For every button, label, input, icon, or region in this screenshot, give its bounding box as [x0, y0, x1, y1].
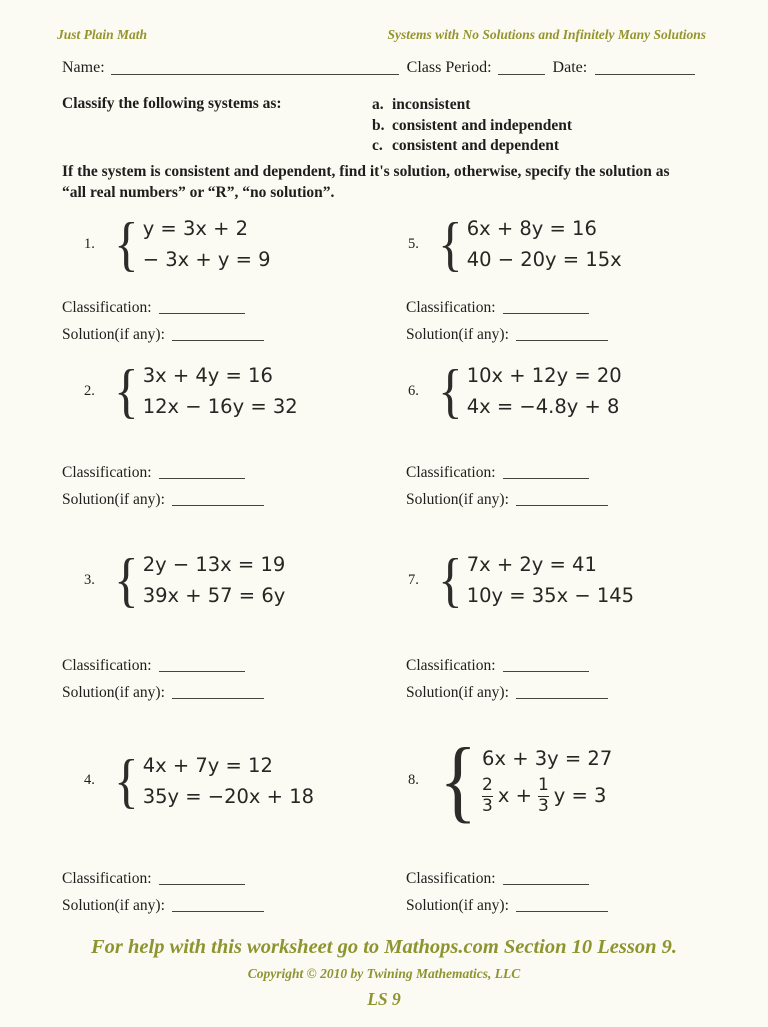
name-blank-line — [111, 60, 399, 75]
option-c — [372, 136, 572, 157]
date-blank-line — [595, 60, 695, 75]
system-brace: { — [438, 211, 463, 277]
classification-line — [406, 648, 608, 675]
solution-line — [406, 317, 608, 344]
classification-label: Classification: — [62, 870, 152, 887]
solution-label: Solution(if any): — [62, 491, 165, 508]
classification-label: Classification: — [62, 657, 152, 674]
option-a-text: inconsistent — [392, 96, 471, 113]
problem-7 — [408, 549, 634, 611]
solution-line — [62, 317, 264, 344]
footer-copyright: Copyright © 2010 by Twining Mathematics, LLC — [247, 966, 521, 981]
solution-label: Solution(if any): — [406, 684, 509, 701]
option-b-letter: b. — [372, 116, 385, 134]
solution-line — [406, 888, 608, 915]
problem-2 — [84, 360, 298, 422]
option-c-text: consistent and dependent — [392, 137, 560, 154]
problem-8-equations — [482, 743, 612, 818]
solution-blank-line — [172, 326, 264, 341]
problem-1 — [84, 213, 271, 275]
equation: 4x = −4.8y + 8 — [466, 395, 620, 418]
problem-2-answers — [62, 455, 264, 509]
fraction-denominator: 3 — [482, 795, 493, 816]
problem-3 — [84, 549, 285, 611]
equation: y = 3x + 2 — [142, 217, 249, 240]
problem-7-equations — [467, 549, 634, 611]
classification-line — [62, 455, 264, 482]
problem-5-answers — [406, 290, 608, 344]
solution-blank-line — [516, 897, 608, 912]
equation: − 3x + y = 9 — [142, 248, 271, 271]
fraction-denominator: 3 — [537, 795, 549, 816]
classification-blank-line — [159, 464, 245, 479]
problem-6 — [408, 360, 622, 422]
worksheet-title: Systems with No Solutions and Infinitely Many Solutions — [387, 27, 706, 42]
problem-1-number: 1. — [84, 235, 95, 252]
solution-line — [62, 482, 264, 509]
equation-with-fractions — [482, 774, 612, 818]
solution-note — [62, 162, 718, 203]
problem-4-equations — [143, 750, 314, 812]
problem-6-equations — [467, 360, 622, 422]
solution-blank-line — [516, 491, 608, 506]
problem-row-4 — [0, 729, 768, 832]
solution-blank-line — [172, 491, 264, 506]
equation: 10y = 35x − 145 — [466, 584, 635, 607]
solution-blank-line — [516, 326, 608, 341]
classification-blank-line — [503, 299, 589, 314]
classification-line — [62, 861, 264, 888]
problem-3-equations — [143, 549, 286, 611]
classify-instructions — [62, 95, 706, 157]
system-brace: { — [438, 358, 463, 424]
classification-label: Classification: — [406, 464, 496, 481]
problem-7-number: 7. — [408, 571, 419, 588]
solution-label: Solution(if any): — [62, 684, 165, 701]
problem-2-number: 2. — [84, 382, 95, 399]
problem-4 — [84, 733, 314, 828]
equation-tail: y = 3 — [553, 784, 607, 807]
problem-5-equations — [467, 213, 622, 275]
classification-label: Classification: — [406, 657, 496, 674]
classification-line — [62, 648, 264, 675]
classification-label: Classification: — [62, 299, 152, 316]
problem-8 — [408, 729, 613, 832]
problem-3-number: 3. — [84, 571, 95, 588]
problem-1-answers — [62, 290, 264, 344]
solution-line — [62, 888, 264, 915]
page-header — [57, 27, 706, 43]
system-brace: { — [438, 547, 463, 613]
solution-label: Solution(if any): — [62, 897, 165, 914]
classification-line — [406, 455, 608, 482]
fraction — [538, 776, 549, 815]
problem-1-equations — [143, 213, 271, 275]
classify-options — [372, 95, 572, 157]
solution-blank-line — [172, 897, 264, 912]
problem-8-answers — [406, 861, 608, 915]
classification-label: Classification: — [406, 299, 496, 316]
classification-blank-line — [503, 464, 589, 479]
equation: 35y = −20x + 18 — [142, 784, 315, 808]
equation: 12x − 16y = 32 — [142, 395, 298, 418]
problem-row-2 — [0, 360, 768, 426]
option-b-text: consistent and independent — [392, 116, 573, 134]
equation: 3x + 4y = 16 — [142, 364, 273, 387]
problem-2-equations — [143, 360, 298, 422]
equation: 2y − 13x = 19 — [142, 553, 286, 576]
class-period-label: Class Period: — [406, 59, 492, 76]
solution-label: Solution(if any): — [406, 326, 509, 343]
option-b — [372, 116, 572, 137]
student-info-row — [62, 59, 706, 77]
problem-5-number: 5. — [408, 235, 419, 252]
system-brace: { — [439, 729, 477, 832]
equation: 6x + 3y = 27 — [482, 747, 613, 770]
solution-line — [406, 482, 608, 509]
fraction-numerator: 2 — [482, 775, 493, 796]
solution-line — [406, 675, 608, 702]
system-brace: { — [114, 547, 139, 613]
name-label: Name: — [62, 59, 105, 76]
classification-line — [406, 290, 608, 317]
solution-label: Solution(if any): — [406, 491, 509, 508]
classification-blank-line — [503, 657, 589, 672]
classification-line — [406, 861, 608, 888]
fraction — [482, 776, 493, 815]
classification-label: Classification: — [62, 464, 152, 481]
equation-middle: x + — [497, 784, 532, 807]
problem-4-number: 4. — [84, 772, 95, 788]
equation: 40 − 20y = 15x — [466, 248, 622, 271]
problem-8-number: 8. — [408, 772, 419, 788]
problem-7-answers — [406, 648, 608, 702]
system-brace: { — [114, 358, 139, 424]
equation: 10x + 12y = 20 — [466, 364, 622, 387]
classification-line — [62, 290, 264, 317]
brand-text: Just Plain Math — [57, 27, 148, 42]
solution-label: Solution(if any): — [406, 897, 509, 914]
solution-blank-line — [516, 684, 608, 699]
equation: 6x + 8y = 16 — [466, 217, 597, 240]
problem-4-answers — [62, 861, 264, 915]
classification-blank-line — [159, 299, 245, 314]
option-c-letter: c. — [372, 137, 383, 154]
problem-6-number: 6. — [408, 382, 419, 399]
problem-5 — [408, 213, 622, 275]
equation: 39x + 57 = 6y — [142, 584, 286, 607]
solution-line — [62, 675, 264, 702]
fraction-numerator: 1 — [537, 775, 549, 796]
problem-3-answers — [62, 648, 264, 702]
classification-blank-line — [159, 657, 245, 672]
footer-lesson-code: LS 9 — [367, 989, 401, 1009]
problem-row-3 — [0, 549, 768, 615]
equation: 7x + 2y = 41 — [466, 553, 597, 576]
system-brace: { — [114, 211, 139, 277]
system-brace: { — [114, 747, 139, 814]
solution-blank-line — [172, 684, 264, 699]
classification-blank-line — [159, 870, 245, 885]
class-period-blank-line — [498, 60, 545, 75]
solution-label: Solution(if any): — [62, 326, 165, 343]
classify-lead: Classify the following systems as: — [62, 95, 282, 112]
classification-label: Classification: — [406, 870, 496, 887]
note-line-2: “all real numbers” or “R”, “no solution”. — [62, 183, 335, 201]
footer-help-text: For help with this worksheet go to Mathops.com Section 10 Lesson 9. — [90, 936, 678, 958]
problem-6-answers — [406, 455, 608, 509]
option-a-letter: a. — [372, 96, 384, 113]
option-a — [372, 95, 572, 116]
problem-row-1 — [0, 213, 768, 279]
note-line-1: If the system is consistent and dependent, find it's solution, otherwise, specify the solution as — [62, 163, 670, 180]
classification-blank-line — [503, 870, 589, 885]
equation: 4x + 7y = 12 — [142, 753, 273, 777]
date-label: Date: — [552, 59, 588, 76]
